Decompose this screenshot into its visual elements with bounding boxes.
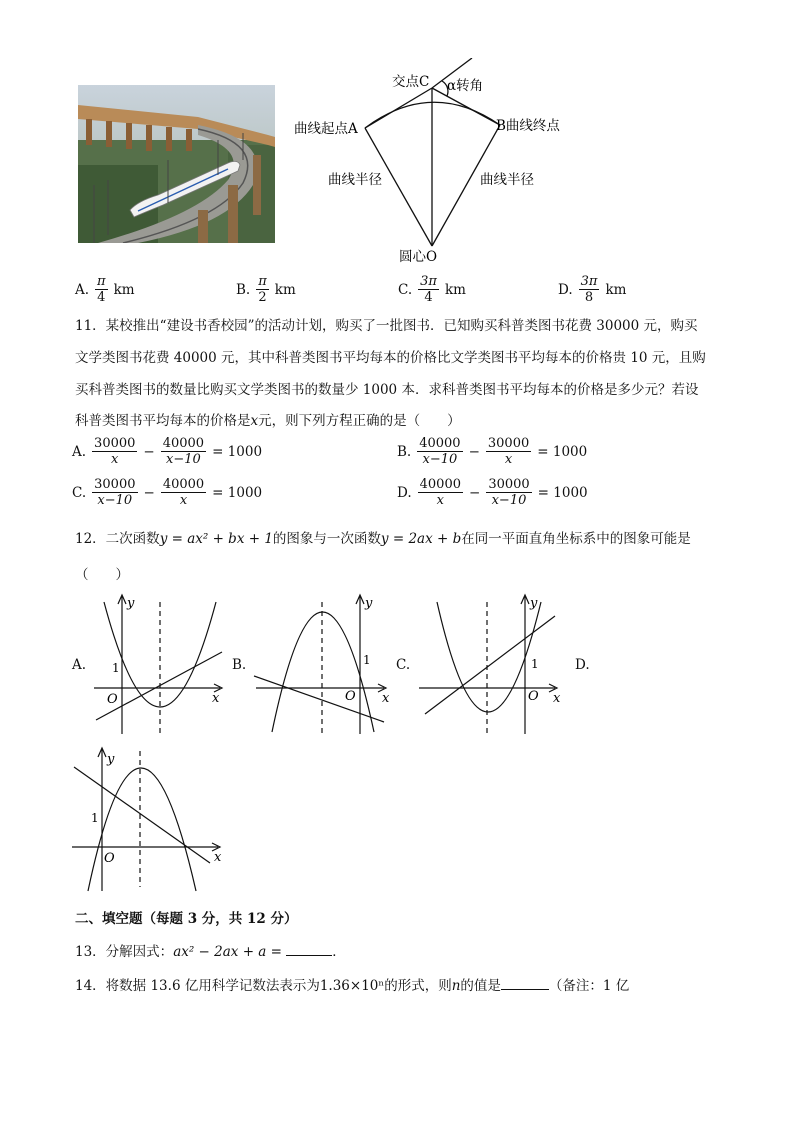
graph-b	[252, 592, 392, 737]
q14: 14．将数据 13.6 亿用科学记数法表示为1.36×10ⁿ的形式，则n的值是 （备注：1 亿	[75, 975, 629, 996]
svg-text:1: 1	[91, 811, 99, 825]
svg-text:O: O	[104, 851, 115, 866]
label-B: B曲线终点	[496, 118, 560, 134]
label-C: 交点C	[392, 74, 430, 90]
tangent-line-A	[365, 88, 432, 128]
q12-stem: 12．二次函数y = ax² + bx + 1的图象与一次函数y = 2ax + b在同一平面直角坐标系中的图象可能是	[75, 531, 691, 547]
q10-option-d: D. $\frac{3\pi}{8}$ km	[558, 274, 627, 305]
svg-text:x: x	[382, 691, 390, 706]
q14-answer-blank[interactable]	[501, 975, 549, 990]
svg-text:y: y	[107, 752, 115, 767]
q11-option-b: B. $\frac{40000}{x-10}$ − $\frac{30000}{x}$ = 1000	[397, 436, 588, 467]
q10-option-a: A. $\frac{\pi}{4}$ km	[75, 274, 135, 305]
q12-label-a: A.	[72, 657, 87, 673]
svg-text:x: x	[212, 691, 220, 706]
label-radius-left: 曲线半径	[328, 172, 382, 188]
graph-d	[68, 745, 228, 895]
svg-text:1: 1	[531, 657, 539, 671]
svg-text:O: O	[107, 692, 118, 707]
q12-label-c: C.	[396, 657, 411, 673]
svg-text:O: O	[345, 689, 356, 704]
svg-text:x: x	[553, 691, 561, 706]
svg-text:y: y	[530, 596, 538, 611]
svg-text:y: y	[127, 596, 135, 611]
q10-option-c: C. $\frac{3\pi}{4}$ km	[398, 274, 466, 305]
section-title: 二、填空题（每题 3 分，共 12 分）	[75, 911, 298, 927]
q13-answer-blank[interactable]	[286, 941, 332, 956]
graph-a	[90, 592, 230, 737]
label-radius-right: 曲线半径	[480, 172, 534, 188]
q11-option-a: A. $\frac{30000}{x}$ − $\frac{40000}{x-10}$ = 1000	[72, 436, 263, 467]
q11-option-d: D. $\frac{40000}{x}$ − $\frac{30000}{x-10}$ = 1000	[397, 477, 588, 508]
q11-line4: 科普类图书平均每本的价格是x元，则下列方程正确的是（ ）	[75, 413, 461, 429]
svg-text:1: 1	[363, 653, 371, 667]
label-O: 圆心O	[399, 249, 438, 265]
svg-text:y: y	[365, 596, 373, 611]
q11-line1: 11．某校推出“建设书香校园”的活动计划，购买了一批图书．已知购买科普类图书花费 30000 元，购买	[75, 318, 698, 334]
q12-label-d: D.	[575, 657, 590, 673]
q11-line2: 文学类图书花费 40000 元，其中科普类图书平均每本的价格比文学类图书平均每本的价格贵 10 元，且购	[75, 350, 706, 366]
graph-c	[415, 592, 565, 737]
train-photo	[78, 85, 275, 243]
svg-text:1: 1	[112, 661, 120, 675]
svg-text:O: O	[528, 689, 539, 704]
q12-label-b: B.	[232, 657, 247, 673]
q10-option-b: B. $\frac{\pi}{2}$ km	[236, 274, 296, 305]
label-A: 曲线起点A	[294, 121, 358, 137]
label-alpha: α转角	[447, 78, 484, 94]
svg-text:x: x	[214, 850, 222, 865]
q12-paren: （ ）	[75, 567, 129, 583]
q11-line3: 买科普类图书的数量比购买文学类图书的数量少 1000 本．求科普类图书平均每本的价格是多少元？若设	[75, 382, 699, 398]
q13: 13．分解因式：ax² − 2ax + a = ．	[75, 941, 346, 962]
curve-diagram	[290, 58, 590, 268]
q11-option-c: C. $\frac{30000}{x-10}$ − $\frac{40000}{x}$ = 1000	[72, 477, 263, 508]
